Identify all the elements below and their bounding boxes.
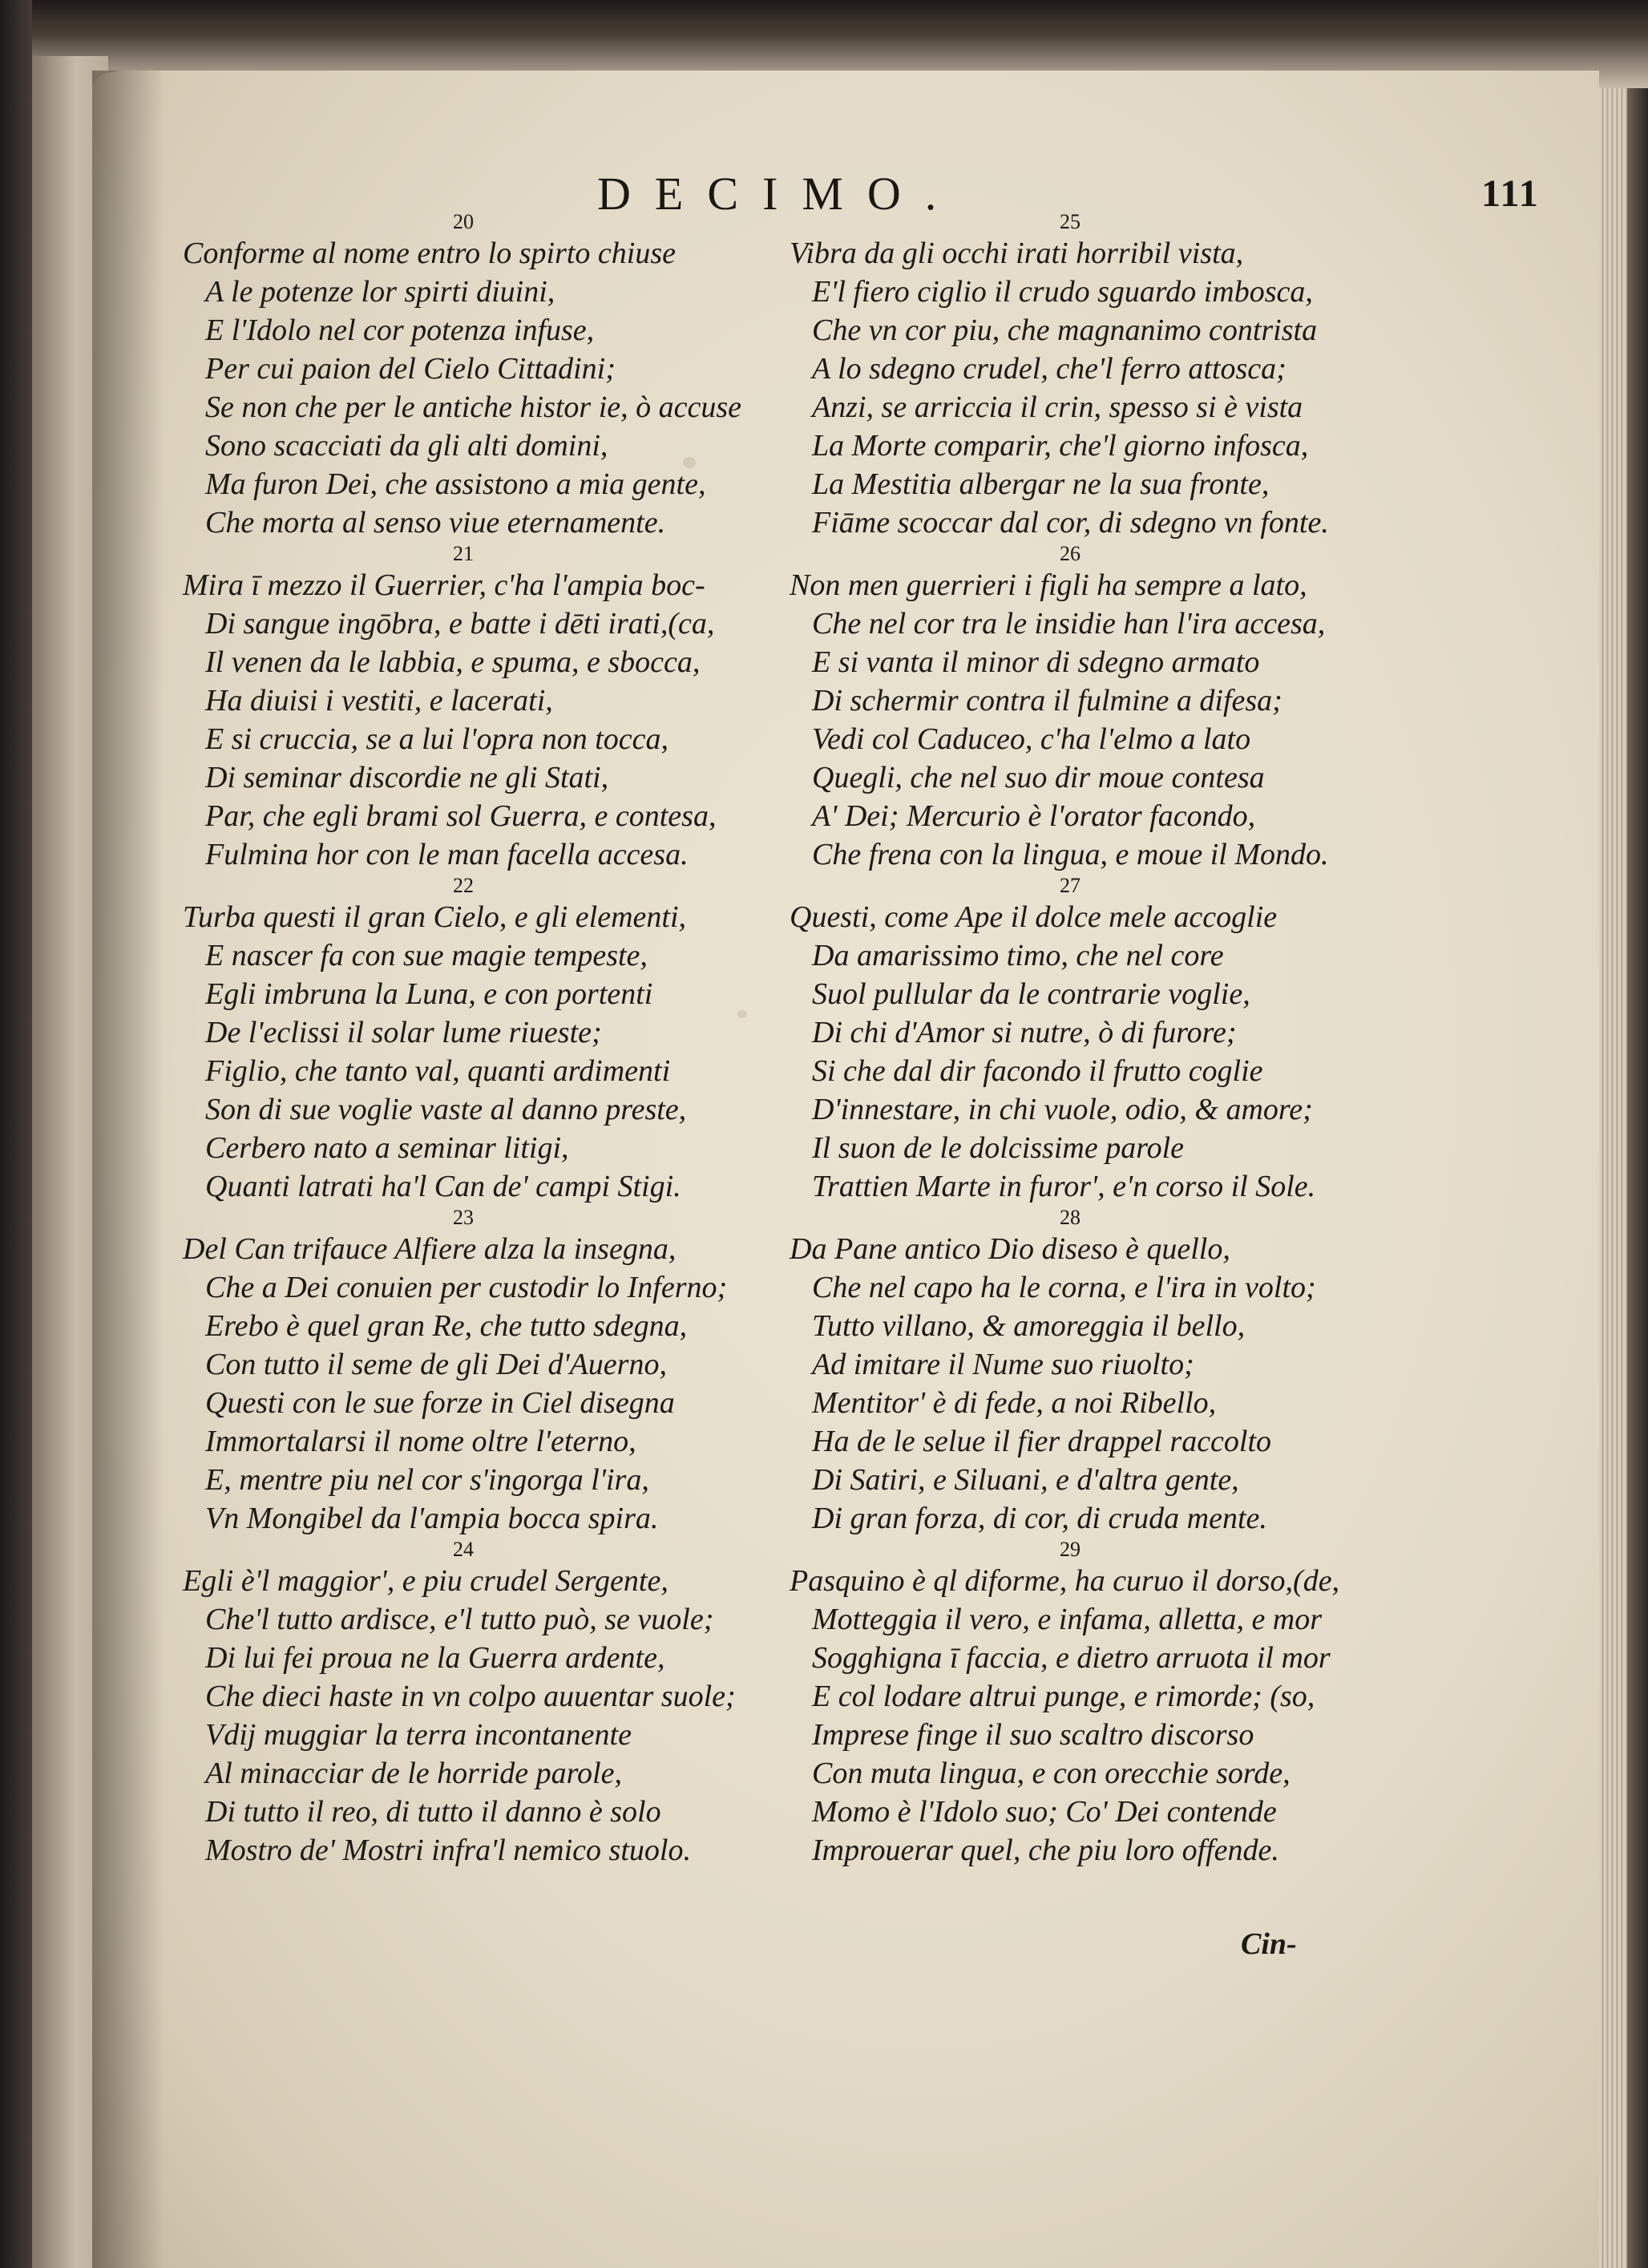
verse-line: Vdij muggiar la terra incontanente — [205, 1718, 632, 1752]
verse-line: Questi con le sue forze in Ciel disegna — [205, 1386, 675, 1420]
verse-line: Son di sue voglie vaste al danno preste, — [205, 1093, 687, 1126]
verse-line: Improuerar quel, che piu loro offende. — [812, 1833, 1279, 1867]
stanza-number: 29 — [1060, 1538, 1080, 1561]
verse-line: Suol pullular da le contrarie voglie, — [812, 977, 1250, 1011]
verse-line: Pasquino è ql diforme, ha curuo il dorso,(de, — [790, 1564, 1340, 1598]
verse-line: Vedi col Caduceo, c'ha l'elmo a lato — [812, 722, 1251, 756]
verse-line: Di sangue ingōbra, e batte i dēti irati,(ca, — [205, 607, 715, 641]
verse-line: Sono scacciati da gli alti domini, — [205, 429, 608, 463]
verse-line: Ad imitare il Nume suo riuolto; — [812, 1348, 1194, 1381]
verse-line: Che vn cor piu, che magnanimo contrista — [812, 313, 1318, 347]
verse-line: Erebo è quel gran Re, che tutto sdegna, — [205, 1309, 688, 1343]
stanza — [790, 1206, 1431, 1538]
page-number: 111 — [1481, 172, 1540, 215]
verse-line: E si cruccia, se a lui l'opra non tocca, — [205, 722, 669, 756]
verse-line: Per cui paion del Cielo Cittadini; — [205, 352, 616, 386]
stanza — [183, 1538, 824, 1870]
verse-line: D'innestare, in chi vuole, odio, & amore; — [812, 1093, 1313, 1126]
stanza-number: 21 — [453, 542, 474, 565]
verse-line: Tutto villano, & amoreggia il bello, — [812, 1309, 1246, 1343]
verse-line: E col lodare altrui punge, e rimorde; (so, — [812, 1680, 1315, 1713]
verse-line: Cerbero nato a seminar litigi, — [205, 1131, 569, 1165]
stanza-number: 25 — [1060, 210, 1080, 233]
verse-line: Mentitor' è di fede, a noi Ribello, — [812, 1386, 1217, 1420]
verse-line: Di chi d'Amor si nutre, ò di furore; — [812, 1016, 1237, 1049]
verse-line: Che morta al senso viue eternamente. — [205, 506, 666, 540]
verse-line: Il venen da le labbia, e spuma, e sbocca, — [205, 645, 701, 679]
verse-line: Vn Mongibel da l'ampia bocca spira. — [205, 1502, 659, 1535]
verse-line: Non men guerrieri i figli ha sempre a lato, — [790, 568, 1307, 602]
catchword: Cin- — [1241, 1927, 1297, 1961]
verse-line: A le potenze lor spirti diuini, — [205, 275, 555, 309]
verse-line: E nascer fa con sue magie tempeste, — [205, 939, 648, 972]
verse-line: E, mentre piu nel cor s'ingorga l'ira, — [205, 1463, 649, 1497]
verse-line: Conforme al nome entro lo spirto chiuse — [183, 237, 676, 270]
verse-line: Di schermir contra il fulmine a difesa; — [812, 684, 1282, 718]
stanza — [790, 874, 1431, 1206]
verse-line: De l'eclissi il solar lume riueste; — [205, 1016, 602, 1049]
verse-line: Che dieci haste in vn colpo auuentar suole; — [205, 1680, 736, 1713]
stanza-number: 27 — [1060, 874, 1080, 897]
verse-line: Del Can trifauce Alfiere alza la insegna, — [183, 1232, 677, 1266]
verse-line: Con muta lingua, e con orecchie sorde, — [812, 1757, 1291, 1790]
verse-line: Fiāme scoccar dal cor, di sdegno vn fonte. — [812, 506, 1329, 540]
verse-line: Anzi, se arriccia il crin, spesso si è vista — [812, 390, 1303, 424]
verse-line: Da amarissimo timo, che nel core — [812, 939, 1224, 972]
gutter-shadow — [92, 71, 164, 2268]
verse-line: A lo sdegno crudel, che'l ferro attosca; — [812, 352, 1286, 386]
verse-line: Immortalarsi il nome oltre l'eterno, — [205, 1425, 636, 1458]
verse-line: Di tutto il reo, di tutto il danno è solo — [205, 1795, 661, 1829]
verse-line: Che nel capo ha le corna, e l'ira in volto; — [812, 1271, 1316, 1304]
verse-line: Se non che per le antiche histor ie, ò accuse — [205, 390, 742, 424]
verse-line: E l'Idolo nel cor potenza infuse, — [205, 313, 595, 347]
binding-shadow — [0, 0, 32, 2268]
verse-line: Di Satiri, e Siluani, e d'altra gente, — [812, 1463, 1239, 1497]
verse-line: Al minacciar de le horride parole, — [205, 1757, 622, 1790]
stanza — [790, 542, 1431, 874]
running-header — [0, 167, 1648, 220]
stanza — [183, 874, 824, 1206]
stanza-number: 20 — [453, 210, 474, 233]
verse-line: Fulmina hor con le man facella accesa. — [205, 838, 689, 871]
verse-line: Che a Dei conuien per custodir lo Inferno; — [205, 1271, 728, 1304]
stanza-number: 23 — [453, 1206, 474, 1229]
verse-line: Ma furon Dei, che assistono a mia gente, — [205, 467, 706, 501]
verse-line: Figlio, che tanto val, quanti ardimenti — [205, 1054, 671, 1088]
verse-line: Che frena con la lingua, e moue il Mondo. — [812, 838, 1329, 871]
verse-line: Di lui fei proua ne la Guerra ardente, — [205, 1641, 665, 1675]
verse-line: Vibra da gli occhi irati horribil vista, — [790, 237, 1244, 270]
verse-line: Quanti latrati ha'l Can de' campi Stigi. — [205, 1170, 681, 1203]
stanza — [790, 1538, 1431, 1870]
verse-line: La Morte comparir, che'l giorno infosca, — [812, 429, 1309, 463]
verse-line: Egli è'l maggior', e piu crudel Sergente, — [183, 1564, 668, 1598]
verse-line: Sogghigna ī faccia, e dietro arruota il mor — [812, 1641, 1331, 1675]
verse-line: E si vanta il minor di sdegno armato — [812, 645, 1260, 679]
page-stack-shadow — [1627, 88, 1648, 2268]
verse-line: Momo è l'Idolo suo; Co' Dei contende — [812, 1795, 1277, 1829]
verse-line: Di gran forza, di cor, di cruda mente. — [812, 1502, 1267, 1535]
verse-line: Che'l tutto ardisce, e'l tutto può, se vuole; — [205, 1603, 714, 1636]
right-text-column — [790, 210, 1431, 1870]
verse-line: Par, che egli brami sol Guerra, e contesa, — [205, 799, 717, 833]
verse-line: Si che dal dir facondo il frutto coglie — [812, 1054, 1263, 1088]
stanza — [790, 210, 1431, 542]
verse-line: E'l fiero ciglio il crudo sguardo imbosca, — [812, 275, 1313, 309]
verse-line: Trattien Marte in furor', e'n corso il Sole. — [812, 1170, 1316, 1203]
verse-line: Di seminar discordie ne gli Stati, — [205, 761, 609, 794]
verse-line: Questi, come Ape il dolce mele accoglie — [790, 900, 1278, 934]
verse-line: Con tutto il seme de gli Dei d'Auerno, — [205, 1348, 667, 1381]
verse-line: Imprese finge il suo scaltro discorso — [812, 1718, 1254, 1752]
verse-line: La Mestitia albergar ne la sua fronte, — [812, 467, 1270, 501]
verse-line: Mostro de' Mostri infra'l nemico stuolo. — [205, 1833, 691, 1867]
stanza-number: 26 — [1060, 542, 1080, 565]
stanza-number: 24 — [453, 1538, 474, 1561]
verse-line: Che nel cor tra le insidie han l'ira accesa, — [812, 607, 1326, 641]
stanza-number: 28 — [1060, 1206, 1080, 1229]
running-title: DECIMO. — [597, 168, 961, 220]
verse-line: Ha de le selue il fier drappel raccolto — [812, 1425, 1272, 1458]
stanza — [183, 210, 824, 542]
verse-line: Mira ī mezzo il Guerrier, c'ha l'ampia boc- — [183, 568, 705, 602]
verse-line: Ha diuisi i vestiti, e lacerati, — [205, 684, 553, 718]
verse-line: Il suon de le dolcissime parole — [812, 1131, 1185, 1165]
verse-line: Turba questi il gran Cielo, e gli elementi, — [183, 900, 687, 934]
left-text-column — [183, 210, 824, 1870]
stanza-number: 22 — [453, 874, 474, 897]
verse-line: A' Dei; Mercurio è l'orator facondo, — [812, 799, 1256, 833]
verse-line: Da Pane antico Dio diseso è quello, — [790, 1232, 1230, 1266]
verse-line: Quegli, che nel suo dir moue contesa — [812, 761, 1265, 794]
verse-line: Egli imbruna la Luna, e con portenti — [205, 977, 653, 1011]
stanza — [183, 1206, 824, 1538]
stanza — [183, 542, 824, 874]
verse-line: Motteggia il vero, e infama, alletta, e mor — [812, 1603, 1323, 1636]
